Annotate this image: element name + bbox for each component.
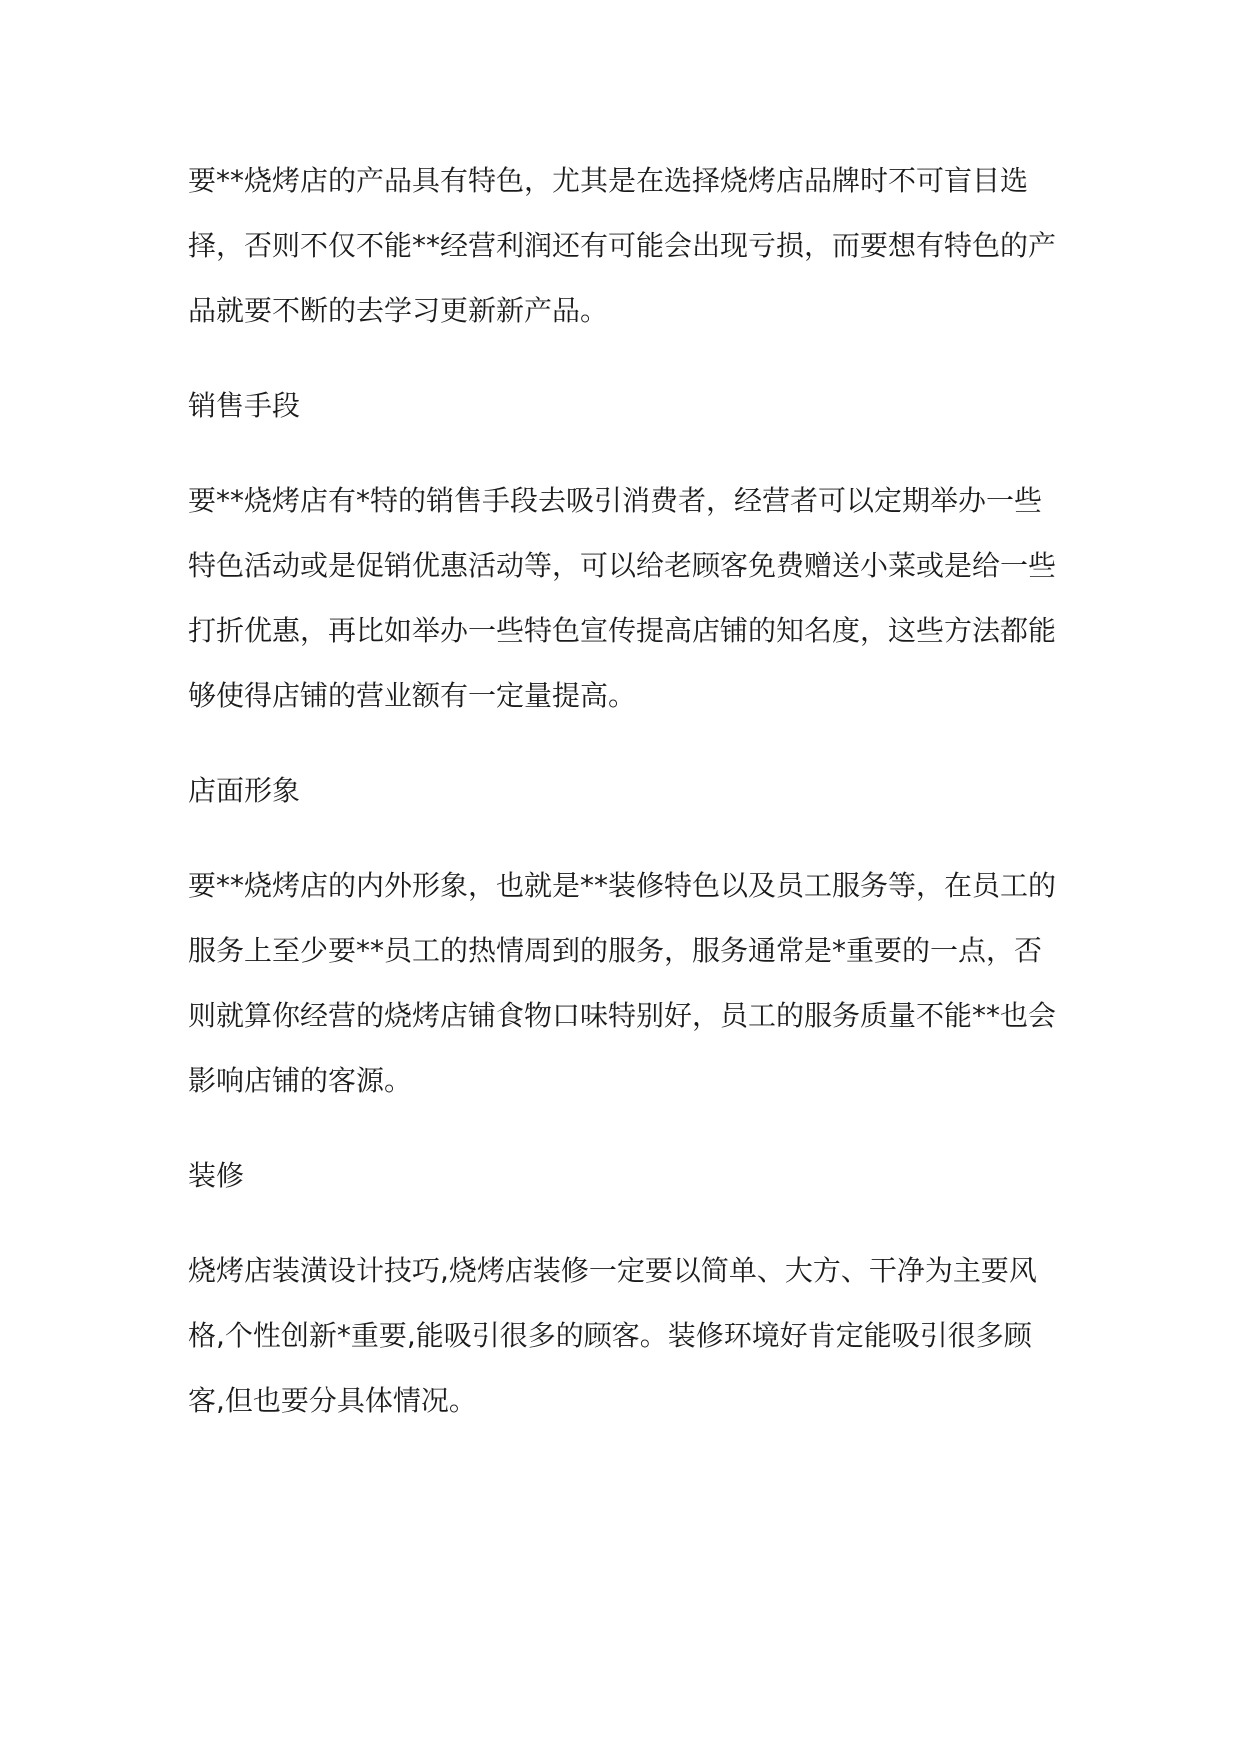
heading-storefront-image: 店面形象 [188, 774, 301, 807]
heading-sales-methods: 销售手段 [188, 389, 301, 422]
paragraph-product-feature: 要**烧烤店的产品具有特色，尤其是在选择烧烤店品牌时不可盲目选择，否则不仅不能**经营利润还有可能会出现亏损，而要想有特色的产品就要不断的去学习更新新产品。 [188, 164, 1057, 327]
paragraph-sales-methods: 要**烧烤店有*特的销售手段去吸引消费者，经营者可以定期举办一些特色活动或是促销优惠活动等，可以给老顾客免费赠送小菜或是给一些打折优惠，再比如举办一些特色宣传提高店铺的知名度，这些方法都能够使得店铺的营业额有一定量提高。 [188, 484, 1057, 712]
paragraph-decoration: 烧烤店装潢设计技巧,烧烤店装修一定要以简单、大方、干净为主要风格,个性创新*重要,能吸引很多的顾客。装修环境好肯定能吸引很多顾客,但也要分具体情况。 [188, 1254, 1037, 1417]
document-body [188, 148, 1064, 1463]
paragraph-storefront-image: 要**烧烤店的内外形象，也就是**装修特色以及员工服务等，在员工的服务上至少要**员工的热情周到的服务，服务通常是*重要的一点，否则就算你经营的烧烤店铺食物口味特别好，员工的服务质量不能**也会影响店铺的客源。 [188, 869, 1057, 1097]
heading-decoration: 装修 [188, 1159, 245, 1192]
